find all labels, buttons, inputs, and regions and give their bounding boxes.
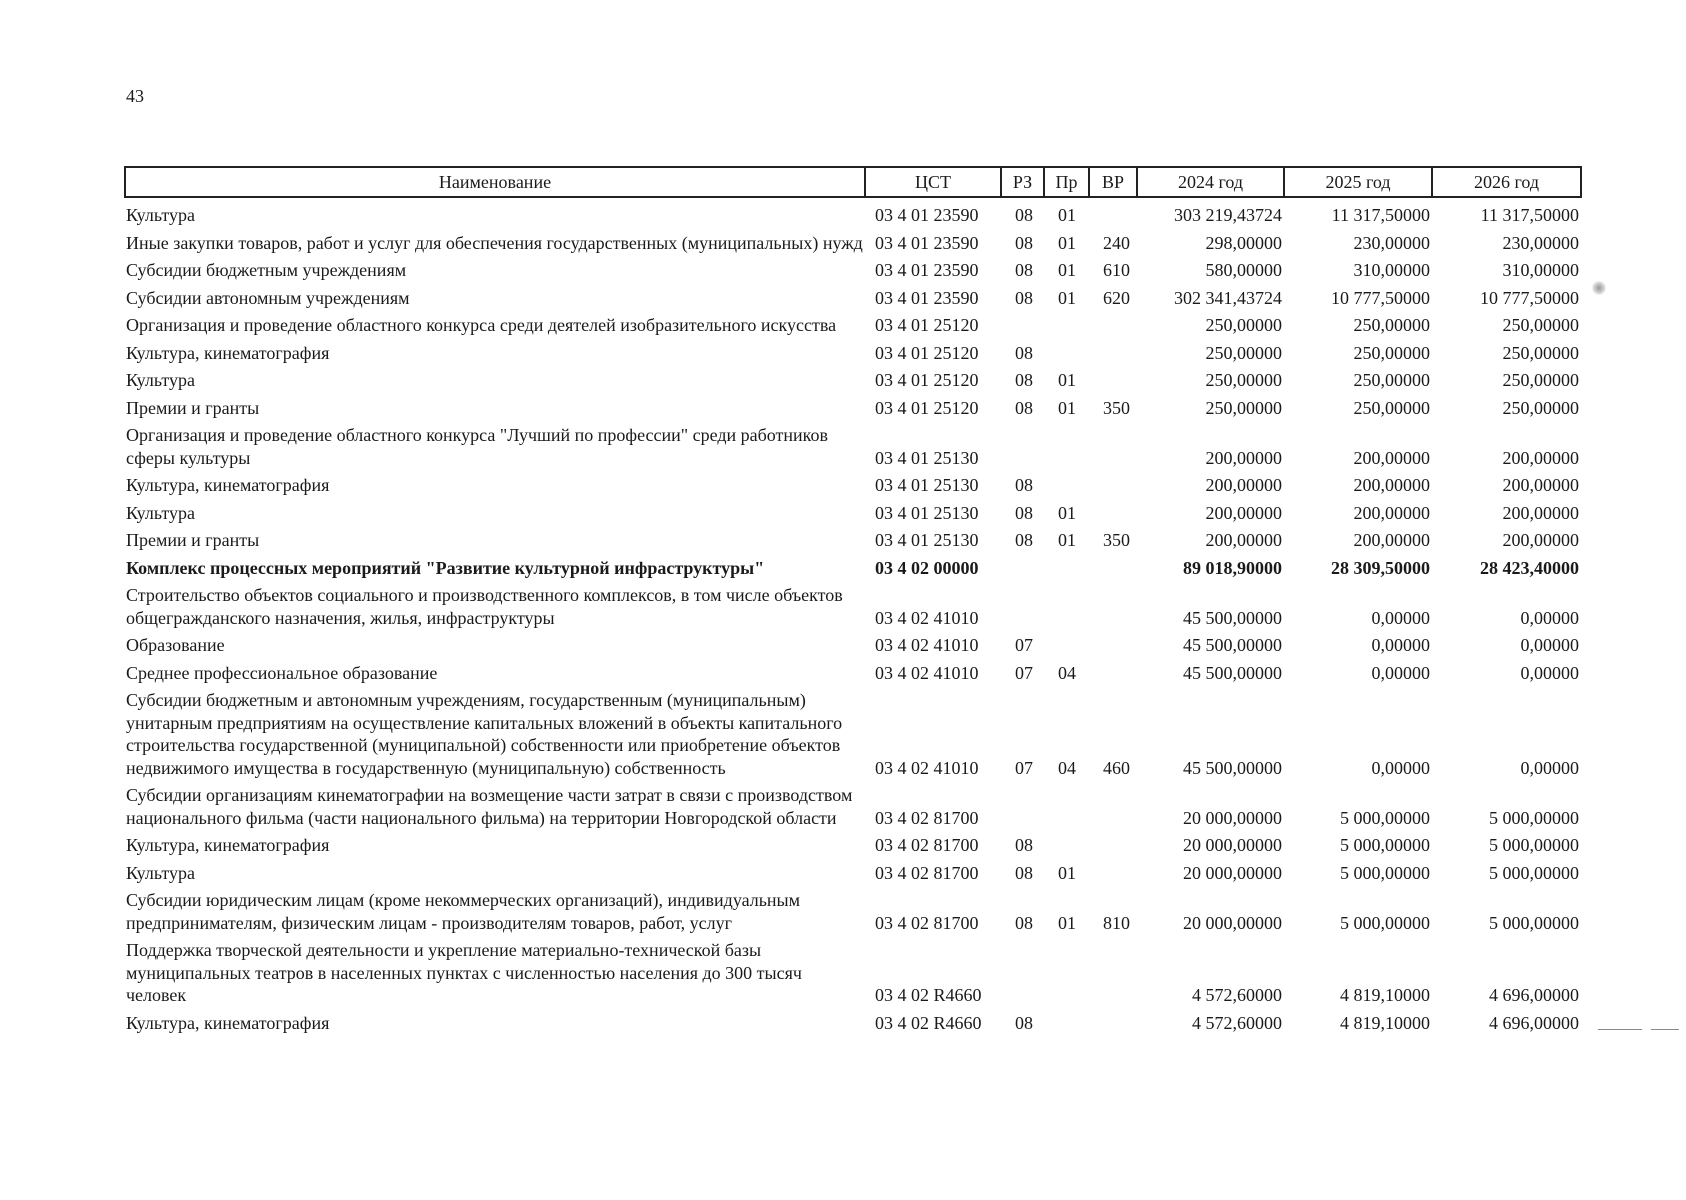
cell-cst: 03 4 01 25130: [875, 447, 979, 468]
header-2025: 2025 год: [1284, 167, 1432, 197]
cell-vr: [1089, 197, 1137, 230]
cell-cst: 03 4 01 25120: [875, 315, 979, 335]
cell-vr: 460: [1103, 757, 1130, 778]
table-row: [125, 555, 1581, 583]
cell-pr: 01: [1058, 287, 1076, 308]
cell-rz: 08: [1015, 835, 1033, 855]
cell-cst: 03 4 01 25130: [875, 530, 979, 550]
table-row: [125, 582, 1581, 632]
header-pr: Пр: [1044, 167, 1089, 197]
cell-rz: 08: [1015, 205, 1033, 225]
cell-pr: [1044, 582, 1089, 632]
cell-pr: 01: [1058, 260, 1076, 280]
table-header: [125, 167, 1581, 197]
cell-rz: 08: [1015, 287, 1033, 308]
cell-2025: 0,00000: [1371, 635, 1430, 655]
cell-vr: [1089, 632, 1137, 660]
cell-pr: 01: [1058, 530, 1076, 550]
table-row: [125, 632, 1581, 660]
header-2024: 2024 год: [1137, 167, 1284, 197]
cell-vr: [1089, 582, 1137, 632]
cell-cst: 03 4 02 R4660: [875, 985, 982, 1005]
cell-pr: 01: [1058, 232, 1076, 253]
cell-pr: [1044, 632, 1089, 660]
cell-2024: 580,00000: [1205, 260, 1282, 280]
cell-2026: 5 000,00000: [1489, 807, 1579, 828]
scan-dash: [1598, 1029, 1642, 1030]
cell-name: Комплекс процессных мероприятий "Развитие культурной инфраструктуры": [126, 557, 765, 578]
cell-2025: 250,00000: [1353, 370, 1430, 390]
cell-2024: 89 018,90000: [1183, 557, 1282, 578]
cell-2025: 5 000,00000: [1340, 835, 1430, 855]
cell-name: Поддержка творческой деятельности и укрепление материально-технической базы муниципальных театров в населенных пунктах с численностью населения до 300 тысяч человек: [126, 940, 802, 1005]
table-row: [125, 257, 1581, 285]
cell-2025: 200,00000: [1353, 530, 1430, 550]
cell-2024: 200,00000: [1205, 530, 1282, 550]
cell-2025: 0,00000: [1371, 757, 1430, 778]
header-rz: РЗ: [1001, 167, 1044, 197]
cell-cst: 03 4 01 23590: [875, 232, 979, 253]
cell-name: Организация и проведение областного конкурса "Лучший по профессии" среди работников сферы культуры: [126, 425, 828, 468]
cell-vr: [1089, 832, 1137, 860]
cell-2024: 4 572,60000: [1192, 985, 1282, 1005]
cell-name: Строительство объектов социального и производственного комплексов, в том числе объектов общегражданского назначения, жилья, инфраструктуры: [126, 585, 843, 628]
cell-pr: [1044, 832, 1089, 860]
table-row: [125, 860, 1581, 888]
table-row: [125, 832, 1581, 860]
cell-rz: 07: [1015, 757, 1033, 778]
cell-2026: 200,00000: [1502, 447, 1579, 468]
cell-vr: [1089, 472, 1137, 500]
cell-vr: [1089, 1010, 1137, 1038]
cell-pr: [1044, 422, 1089, 472]
cell-2026: 0,00000: [1520, 662, 1579, 683]
cell-name: Образование: [126, 635, 225, 655]
table-row: [125, 500, 1581, 528]
header-vr: ВР: [1089, 167, 1137, 197]
cell-cst: 03 4 02 R4660: [875, 1012, 982, 1033]
cell-rz: 08: [1015, 1012, 1033, 1033]
cell-name: Среднее профессиональное образование: [126, 662, 438, 683]
cell-cst: 03 4 02 41010: [875, 607, 979, 628]
cell-2024: 302 341,43724: [1174, 287, 1282, 308]
cell-rz: 08: [1015, 912, 1033, 933]
cell-2026: 310,00000: [1502, 260, 1579, 280]
cell-2025: 28 309,50000: [1331, 557, 1430, 578]
cell-cst: 03 4 01 23590: [875, 205, 979, 225]
page-number: 43: [126, 86, 144, 106]
cell-2024: 250,00000: [1205, 397, 1282, 418]
cell-vr: [1089, 937, 1137, 1010]
cell-2024: 20 000,00000: [1183, 862, 1282, 883]
cell-2025: 4 819,10000: [1340, 985, 1430, 1005]
cell-2026: 0,00000: [1520, 635, 1579, 655]
cell-rz: [1001, 582, 1044, 632]
cell-2024: 20 000,00000: [1183, 807, 1282, 828]
cell-2026: 5 000,00000: [1489, 912, 1579, 933]
cell-2024: 250,00000: [1205, 342, 1282, 363]
cell-name: Иные закупки товаров, работ и услуг для обеспечения государственных (муниципальных) нужд: [126, 232, 863, 253]
cell-cst: 03 4 02 81700: [875, 912, 979, 933]
cell-rz: 08: [1015, 862, 1033, 883]
cell-cst: 03 4 01 25120: [875, 342, 979, 363]
cell-2026: 230,00000: [1502, 232, 1579, 253]
cell-2025: 5 000,00000: [1340, 807, 1430, 828]
cell-2024: 45 500,00000: [1183, 757, 1282, 778]
cell-2025: 5 000,00000: [1340, 862, 1430, 883]
cell-name: Культура: [126, 502, 195, 523]
cell-pr: 04: [1058, 757, 1076, 778]
cell-2026: 4 696,00000: [1489, 985, 1579, 1005]
cell-2026: 250,00000: [1502, 370, 1579, 390]
cell-2024: 45 500,00000: [1183, 662, 1282, 683]
cell-2026: 250,00000: [1502, 397, 1579, 418]
cell-2024: 45 500,00000: [1183, 607, 1282, 628]
cell-2025: 4 819,10000: [1340, 1012, 1430, 1033]
cell-2025: 200,00000: [1353, 502, 1430, 523]
header-2026: 2026 год: [1432, 167, 1581, 197]
cell-name: Субсидии организациям кинематографии на возмещение части затрат в связи с производством национального фильма (части национального фильма) на территории Новгородской области: [126, 785, 853, 828]
cell-2024: 200,00000: [1205, 447, 1282, 468]
cell-vr: [1089, 312, 1137, 340]
cell-cst: 03 4 01 25120: [875, 370, 979, 390]
cell-2025: 200,00000: [1353, 475, 1430, 495]
cell-rz: [1001, 312, 1044, 340]
table-row: [125, 687, 1581, 782]
cell-name: Субсидии юридическим лицам (кроме некоммерческих организаций), индивидуальным предпринимателям, физическим лицам - производителям товаров, работ, услуг: [126, 890, 801, 933]
cell-cst: 03 4 02 81700: [875, 807, 979, 828]
table-row: [125, 367, 1581, 395]
cell-name: Культура, кинематография: [126, 342, 330, 363]
cell-2024: 20 000,00000: [1183, 835, 1282, 855]
cell-vr: 610: [1103, 260, 1130, 280]
cell-cst: 03 4 01 25130: [875, 502, 979, 523]
cell-2025: 0,00000: [1371, 607, 1430, 628]
cell-2025: 250,00000: [1353, 342, 1430, 363]
table-row: [125, 660, 1581, 688]
table-row: [125, 527, 1581, 555]
cell-vr: [1089, 340, 1137, 368]
cell-name: Премии и гранты: [126, 530, 260, 550]
table-row: [125, 230, 1581, 258]
header-cst: ЦСТ: [865, 167, 1001, 197]
cell-2026: 0,00000: [1520, 757, 1579, 778]
cell-pr: [1044, 937, 1089, 1010]
cell-rz: 08: [1015, 370, 1033, 390]
cell-pr: 01: [1058, 205, 1076, 225]
cell-2026: 200,00000: [1502, 530, 1579, 550]
cell-2026: 10 777,50000: [1480, 287, 1579, 308]
cell-pr: 01: [1058, 912, 1076, 933]
table-row: [125, 312, 1581, 340]
cell-2024: 200,00000: [1205, 475, 1282, 495]
cell-rz: 08: [1015, 475, 1033, 495]
cell-2026: 250,00000: [1502, 342, 1579, 363]
cell-2025: 250,00000: [1353, 397, 1430, 418]
cell-2025: 5 000,00000: [1340, 912, 1430, 933]
cell-name: Культура, кинематография: [126, 475, 330, 495]
header-name: Наименование: [125, 167, 865, 197]
cell-name: Культура, кинематография: [126, 835, 330, 855]
cell-rz: [1001, 937, 1044, 1010]
cell-2026: 28 423,40000: [1480, 557, 1579, 578]
cell-pr: 01: [1058, 862, 1076, 883]
cell-vr: [1089, 367, 1137, 395]
cell-rz: 08: [1015, 502, 1033, 523]
cell-cst: 03 4 02 41010: [875, 662, 979, 683]
cell-rz: 08: [1015, 232, 1033, 253]
cell-vr: 350: [1103, 530, 1130, 550]
cell-cst: 03 4 02 81700: [875, 835, 979, 855]
cell-name: Культура: [126, 370, 195, 390]
cell-pr: 01: [1058, 397, 1076, 418]
cell-name: Субсидии автономным учреждениям: [126, 287, 410, 308]
table-row: [125, 395, 1581, 423]
cell-vr: [1089, 422, 1137, 472]
cell-vr: [1089, 660, 1137, 688]
cell-cst: 03 4 02 00000: [875, 557, 979, 578]
cell-2025: 230,00000: [1353, 232, 1430, 253]
cell-2026: 5 000,00000: [1489, 862, 1579, 883]
cell-2024: 298,00000: [1205, 232, 1282, 253]
cell-cst: 03 4 01 23590: [875, 260, 979, 280]
cell-cst: 03 4 01 23590: [875, 287, 979, 308]
cell-2025: 10 777,50000: [1331, 287, 1430, 308]
cell-pr: 04: [1058, 662, 1076, 683]
scan-dash: [1651, 1029, 1679, 1030]
cell-pr: [1044, 312, 1089, 340]
cell-cst: 03 4 01 25120: [875, 397, 979, 418]
cell-2024: 303 219,43724: [1174, 205, 1282, 225]
cell-rz: 07: [1015, 662, 1033, 683]
table-body: [125, 197, 1581, 1037]
cell-2025: 310,00000: [1353, 260, 1430, 280]
cell-2026: 5 000,00000: [1489, 835, 1579, 855]
cell-rz: [1001, 782, 1044, 832]
table-row: [125, 782, 1581, 832]
cell-2024: 45 500,00000: [1183, 635, 1282, 655]
cell-2024: 20 000,00000: [1183, 912, 1282, 933]
cell-cst: 03 4 02 81700: [875, 862, 979, 883]
cell-2025: 0,00000: [1371, 662, 1430, 683]
cell-name: Субсидии бюджетным и автономным учреждениям, государственным (муниципальным) унитарным предприятиям на осуществление капитальных вложений в объекты капитального строительства государственной (муниципальной) собственности или приобретение объектов недвижимого имущества в государственную (муниципальную) собственность: [126, 690, 843, 778]
cell-vr: [1089, 860, 1137, 888]
cell-vr: 620: [1103, 287, 1130, 308]
table-row: [125, 285, 1581, 313]
cell-pr: [1044, 1010, 1089, 1038]
budget-table: [124, 166, 1582, 1037]
cell-2024: 200,00000: [1205, 502, 1282, 523]
cell-2026: 11 317,50000: [1480, 205, 1579, 225]
cell-rz: 07: [1015, 635, 1033, 655]
cell-name: Культура: [126, 862, 195, 883]
cell-cst: 03 4 02 41010: [875, 757, 979, 778]
cell-vr: 350: [1103, 397, 1130, 418]
cell-pr: 01: [1058, 502, 1076, 523]
table-row: [125, 472, 1581, 500]
cell-pr: [1044, 472, 1089, 500]
cell-name: Культура, кинематография: [126, 1012, 330, 1033]
cell-2025: 11 317,50000: [1331, 205, 1430, 225]
cell-2026: 4 696,00000: [1489, 1012, 1579, 1033]
cell-pr: [1044, 555, 1089, 583]
scan-artifact: [1592, 280, 1606, 296]
cell-name: Организация и проведение областного конкурса среди деятелей изобразительного искусства: [126, 315, 837, 335]
cell-vr: 810: [1103, 912, 1130, 933]
cell-2024: 250,00000: [1205, 315, 1282, 335]
table-row: [125, 422, 1581, 472]
table-row: [125, 197, 1581, 230]
table-row: [125, 340, 1581, 368]
cell-vr: [1089, 782, 1137, 832]
cell-rz: 08: [1015, 260, 1033, 280]
cell-2024: 4 572,60000: [1192, 1012, 1282, 1033]
cell-2026: 250,00000: [1502, 315, 1579, 335]
cell-cst: 03 4 01 25130: [875, 475, 979, 495]
cell-name: Премии и гранты: [126, 397, 260, 418]
cell-vr: [1089, 500, 1137, 528]
cell-pr: 01: [1058, 370, 1076, 390]
cell-rz: 08: [1015, 397, 1033, 418]
cell-2025: 250,00000: [1353, 315, 1430, 335]
cell-vr: [1089, 555, 1137, 583]
cell-rz: [1001, 422, 1044, 472]
table-row: [125, 937, 1581, 1010]
cell-name: Культура: [126, 205, 195, 225]
cell-cst: 03 4 02 41010: [875, 635, 979, 655]
cell-pr: [1044, 340, 1089, 368]
table-row: [125, 1010, 1581, 1038]
cell-2026: 200,00000: [1502, 502, 1579, 523]
table-row: [125, 887, 1581, 937]
cell-vr: 240: [1103, 232, 1130, 253]
cell-2025: 200,00000: [1353, 447, 1430, 468]
cell-2024: 250,00000: [1205, 370, 1282, 390]
cell-rz: 08: [1015, 530, 1033, 550]
cell-rz: 08: [1015, 342, 1033, 363]
cell-pr: [1044, 782, 1089, 832]
cell-rz: [1001, 555, 1044, 583]
cell-name: Субсидии бюджетным учреждениям: [126, 260, 407, 280]
cell-2026: 0,00000: [1520, 607, 1579, 628]
cell-2026: 200,00000: [1502, 475, 1579, 495]
